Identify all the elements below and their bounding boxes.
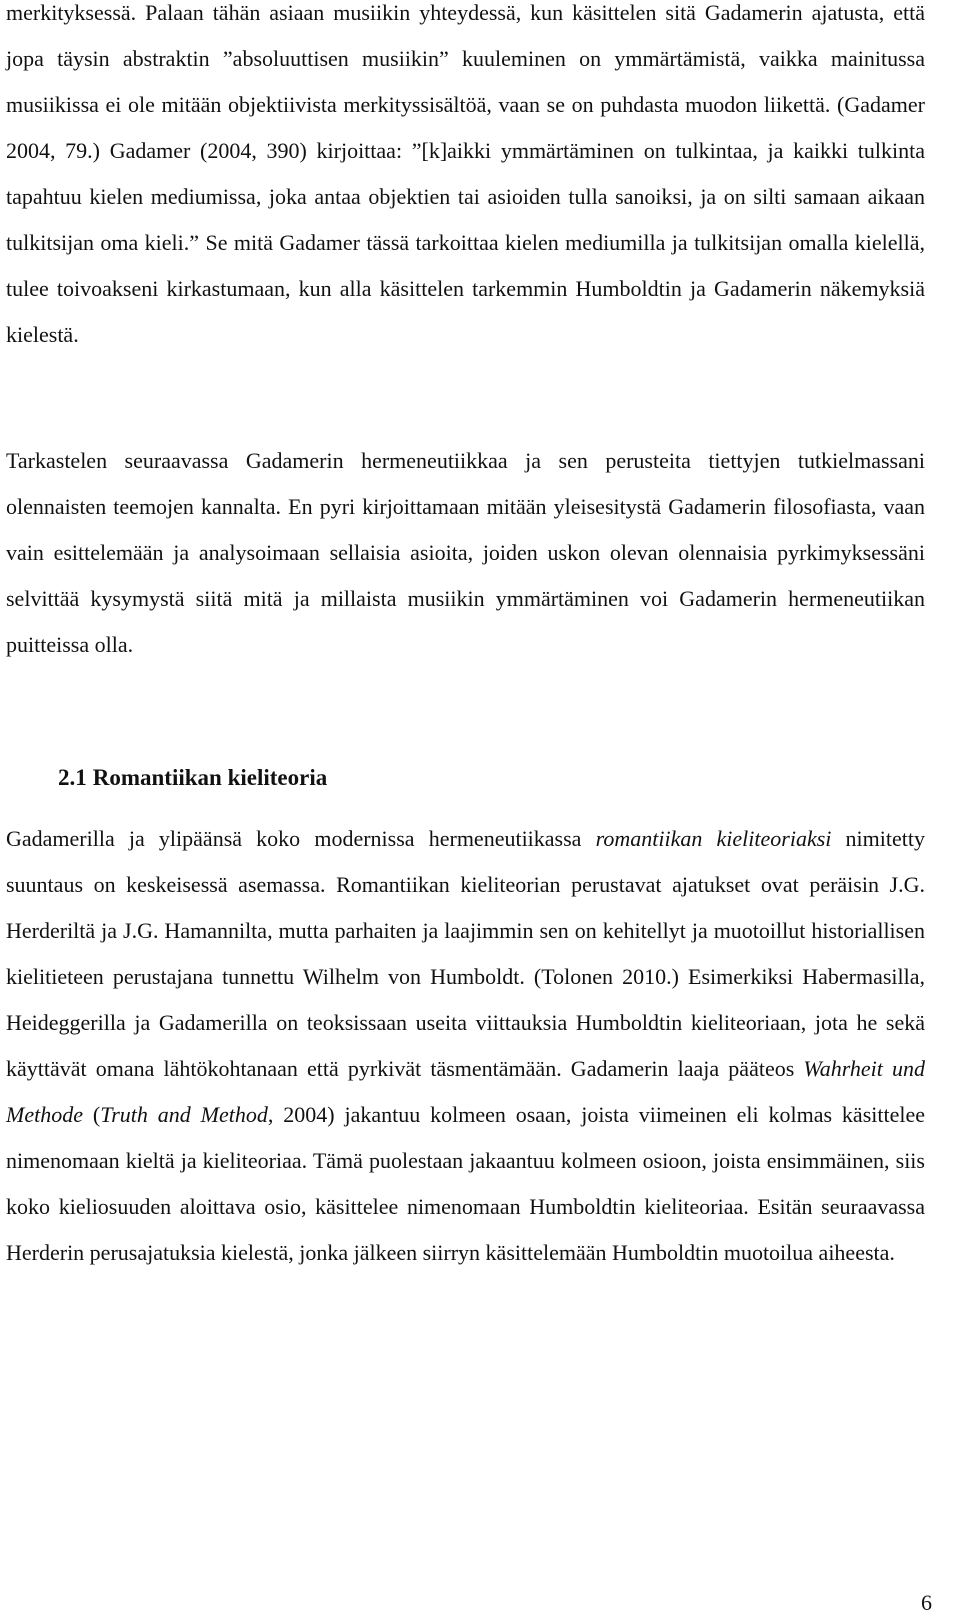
section-heading	[58, 763, 333, 793]
paragraph-3-part-2: nimitetty suuntaus on keskeisessä asemassa. Romantiikan kieliteorian perustavat ajatukset ovat peräisin J.G. Herderiltä ja J.G. Hamannilta, mutta parhaiten ja laajimmin sen on kehitellyt ja muotoillut historiallisen kielitieteen perustajana tunnettu Wilhelm von Humboldt. (Tolonen 2010.) Esimerkiksi Habermasilla, Heideggerilla ja Gadamerilla on teoksissaan useita viittauksia Humboldtin kieliteoriaan, jota he sekä käyttävät omana lähtökohtanaan että pyrkivät täsmentämään. Gadamerin laaja pääteos	[6, 826, 925, 1081]
paragraph-1	[6, 0, 925, 358]
paragraph-1-text: merkityksessä. Palaan tähän asiaan musiikin yhteydessä, kun käsittelen sitä Gadamerin ajatusta, että jopa täysin abstraktin ”absoluuttisen musiikin” kuuleminen on ymmärtämistä, vaikka mainitussa musiikissa ei ole mitään objektiivista merkityssisältöä, vaan se on puhdasta muodon liikettä. (Gadamer 2004, 79.) Gadamer (2004, 390) kirjoittaa: ”[k]aikki ymmärtäminen on tulkintaa, ja kaikki tulkinta tapahtuu kielen mediumissa, joka antaa objektien tai asioiden tulla sanoiksi, ja on silti samaan aikaan tulkitsijan oma kieli.” Se mitä Gadamer tässä tarkoittaa kielen mediumilla ja tulkitsijan omalla kielellä, tulee toivoakseni kirkastumaan, kun alla käsittelen tarkemmin Humboldtin ja Gadamerin näkemyksiä kielestä.	[6, 0, 925, 347]
book-title-truth-and-method: Truth and Method	[100, 1102, 268, 1127]
section-number: 2.1	[58, 765, 87, 790]
page-number: 6	[921, 1590, 932, 1615]
paragraph-2: Tarkastelen seuraavassa Gadamerin hermeneutiikkaa ja sen perusteita tiettyjen tutkielmassani olennaisten teemojen kannalta. En pyri kirjoittamaan mitään yleisesitystä Gadamerin filosofiasta, vaan vain esittelemään ja analysoimaan sellaisia asioita, joiden uskon olevan olennaisia pyrkimyksessäni selvittää kysymystä siitä mitä ja millaista musiikin ymmärtäminen voi Gadamerin hermeneutiikan puitteissa olla.	[6, 448, 925, 657]
paragraph-3	[6, 816, 925, 1276]
paragraph-3-part-1: Gadamerilla ja ylipäänsä koko modernissa hermeneutiikassa	[6, 826, 596, 851]
term-romantiikan-kieliteoriaksi: romantiikan kieliteoriaksi	[595, 826, 832, 851]
paragraph-3-part-4: , 2004) jakantuu kolmeen osaan, joista viimeinen eli kolmas käsittelee nimenomaan kieltä ja kieliteoriaa. Tämä puolestaan jakaantuu kolmeen osioon, joista ensimmäinen, siis koko kieliosuuden aloittava osio, käsittelee nimenomaan Humboldtin kieliteoriaa. Esitän seuraavassa Herderin perusajatuksia kielestä, jonka jälkeen siirryn käsittelemään Humboldtin muotoilua aiheesta.	[6, 1102, 925, 1265]
paragraph-3-part-3: (	[82, 1102, 101, 1127]
book-title-wahrheit-und-methode: Wahrheit und Methode	[6, 1056, 925, 1127]
section-title: Romantiikan kieliteoria	[92, 765, 328, 790]
